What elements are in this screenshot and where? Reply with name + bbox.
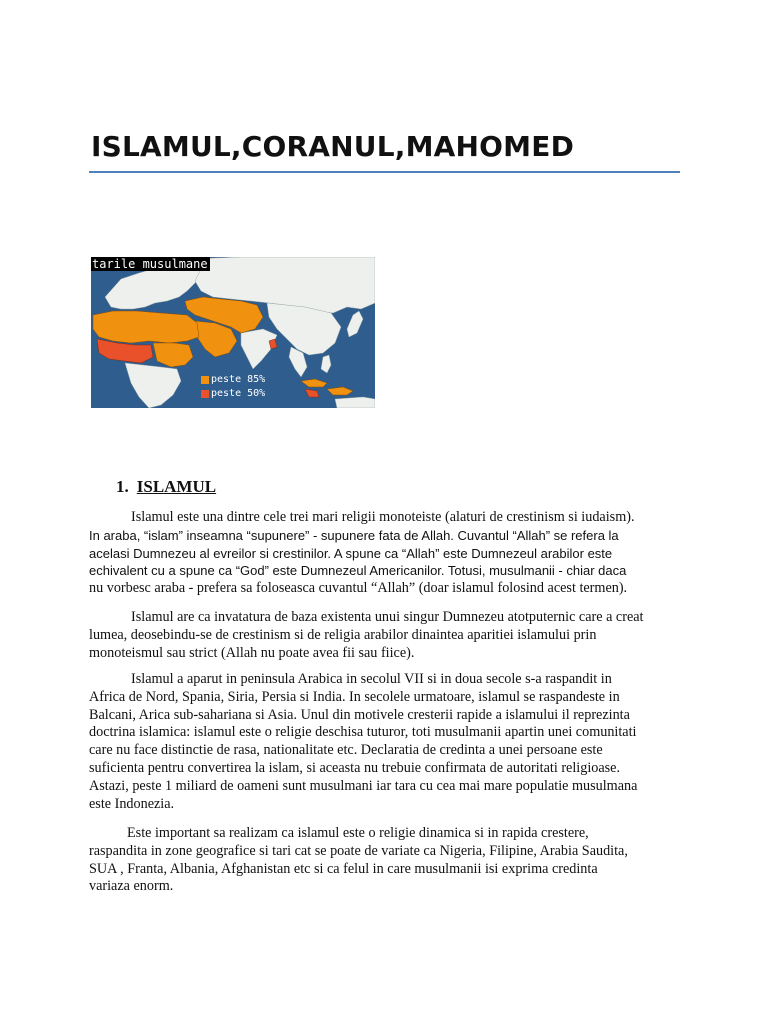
legend-label-85: peste 85% — [211, 374, 266, 385]
paragraph-3-line-2: Africa de Nord, Spania, Siria, Persia si India. In secolele urmatoare, islamul se raspandeste in — [89, 688, 620, 705]
paragraph-3-line-4: doctrina islamica: islamul este o religie deschisa tuturor, toti musulmanii apartin unei comunitati — [89, 724, 637, 741]
paragraph-3-line-8: este Indonezia. — [89, 795, 175, 812]
map-caption: tarile musulmane — [92, 257, 208, 271]
paragraph-1 — [89, 509, 687, 598]
paragraph-4-line-3: SUA , Franta, Albania, Afghanistan etc si ca felul in care musulmanii isi exprima credinta — [89, 860, 598, 877]
section-number: 1. — [116, 477, 129, 496]
paragraph-1-line-3: acelasi Dumnezeu al evreilor si crestinilor. A spune ca “Allah” este Dumnezeul arabilor este — [89, 545, 613, 561]
paragraph-1-line-1: Islamul este una dintre cele trei mari religii monoteiste (alaturi de crestinism si iudaism). — [131, 509, 635, 525]
paragraph-2 — [89, 609, 687, 662]
paragraph-4 — [89, 825, 687, 896]
paragraph-2-line-2: lumea, deosebindu-se de crestinism si de religia arabilor dinaintea aparitiei islamului prin — [89, 626, 597, 643]
title-underline-rule — [89, 171, 680, 173]
muslim-countries-map — [91, 257, 375, 408]
paragraph-3-line-7: Astazi, peste 1 miliard de oameni sunt musulmani iar tara cu cea mai mare populatie musulmana — [89, 777, 638, 794]
legend-swatch-50 — [201, 390, 209, 398]
legend-item-85 — [201, 373, 265, 387]
legend-label-50: peste 50% — [211, 388, 266, 399]
paragraph-3-line-5: care nu face distinctie de rasa, nationalitate etc. Declaratia de credinta a unei persoane este — [89, 742, 603, 759]
legend-swatch-85 — [201, 376, 209, 384]
paragraph-4-line-2: raspandita in zone geografice si tari cat se poate de variate ca Nigeria, Filipine, Arabia Saudita, — [89, 842, 628, 859]
section-heading — [116, 477, 216, 497]
paragraph-3-line-6: suficienta pentru convertirea la islam, si aceasta nu trebuie confirmata de autoritati religioase. — [89, 759, 621, 776]
north-africa-muslim-region — [93, 311, 199, 343]
paragraph-2-line-3: monoteismul sau strict (Allah nu poate avea fii sau fiice). — [89, 644, 415, 661]
section-title: ISLAMUL — [136, 477, 217, 496]
paragraph-4-line-4: variaza enorm. — [89, 878, 174, 895]
paragraph-3-line-3: Balcani, Arica sub-sahariana si Asia. Unul din motivele cresterii rapide a islamului il reprezinta — [89, 706, 630, 723]
paragraph-2-line-1: Islamul are ca invatatura de baza existenta unui singur Dumnezeu atotputernic care a creat — [131, 609, 644, 625]
legend-item-50 — [201, 387, 265, 401]
paragraph-3 — [89, 671, 687, 813]
document-title: ISLAMUL,CORANUL,MAHOMED — [91, 130, 575, 163]
map-legend — [201, 373, 265, 401]
paragraph-4-line-1: Este important sa realizam ca islamul este o religie dinamica si in rapida crestere, — [127, 825, 589, 841]
paragraph-1-line-5: nu vorbesc araba - prefera sa foloseasca cuvantul “Allah” (doar islamul folosind acest termen). — [89, 580, 628, 597]
paragraph-1-line-2: In araba, “islam” inseamna “supunere” - supunere fata de Allah. Cuvantul “Allah” se refera la — [89, 527, 619, 543]
australia-landmass — [335, 397, 375, 408]
paragraph-3-line-1: Islamul a aparut in peninsula Arabica in secolul VII si in doua secole s-a raspandit in — [131, 671, 612, 687]
paragraph-1-line-4: echivalent cu a spune ca “God” este Dumnezeul Americanilor. Totusi, musulmanii - chiar daca — [89, 563, 627, 579]
